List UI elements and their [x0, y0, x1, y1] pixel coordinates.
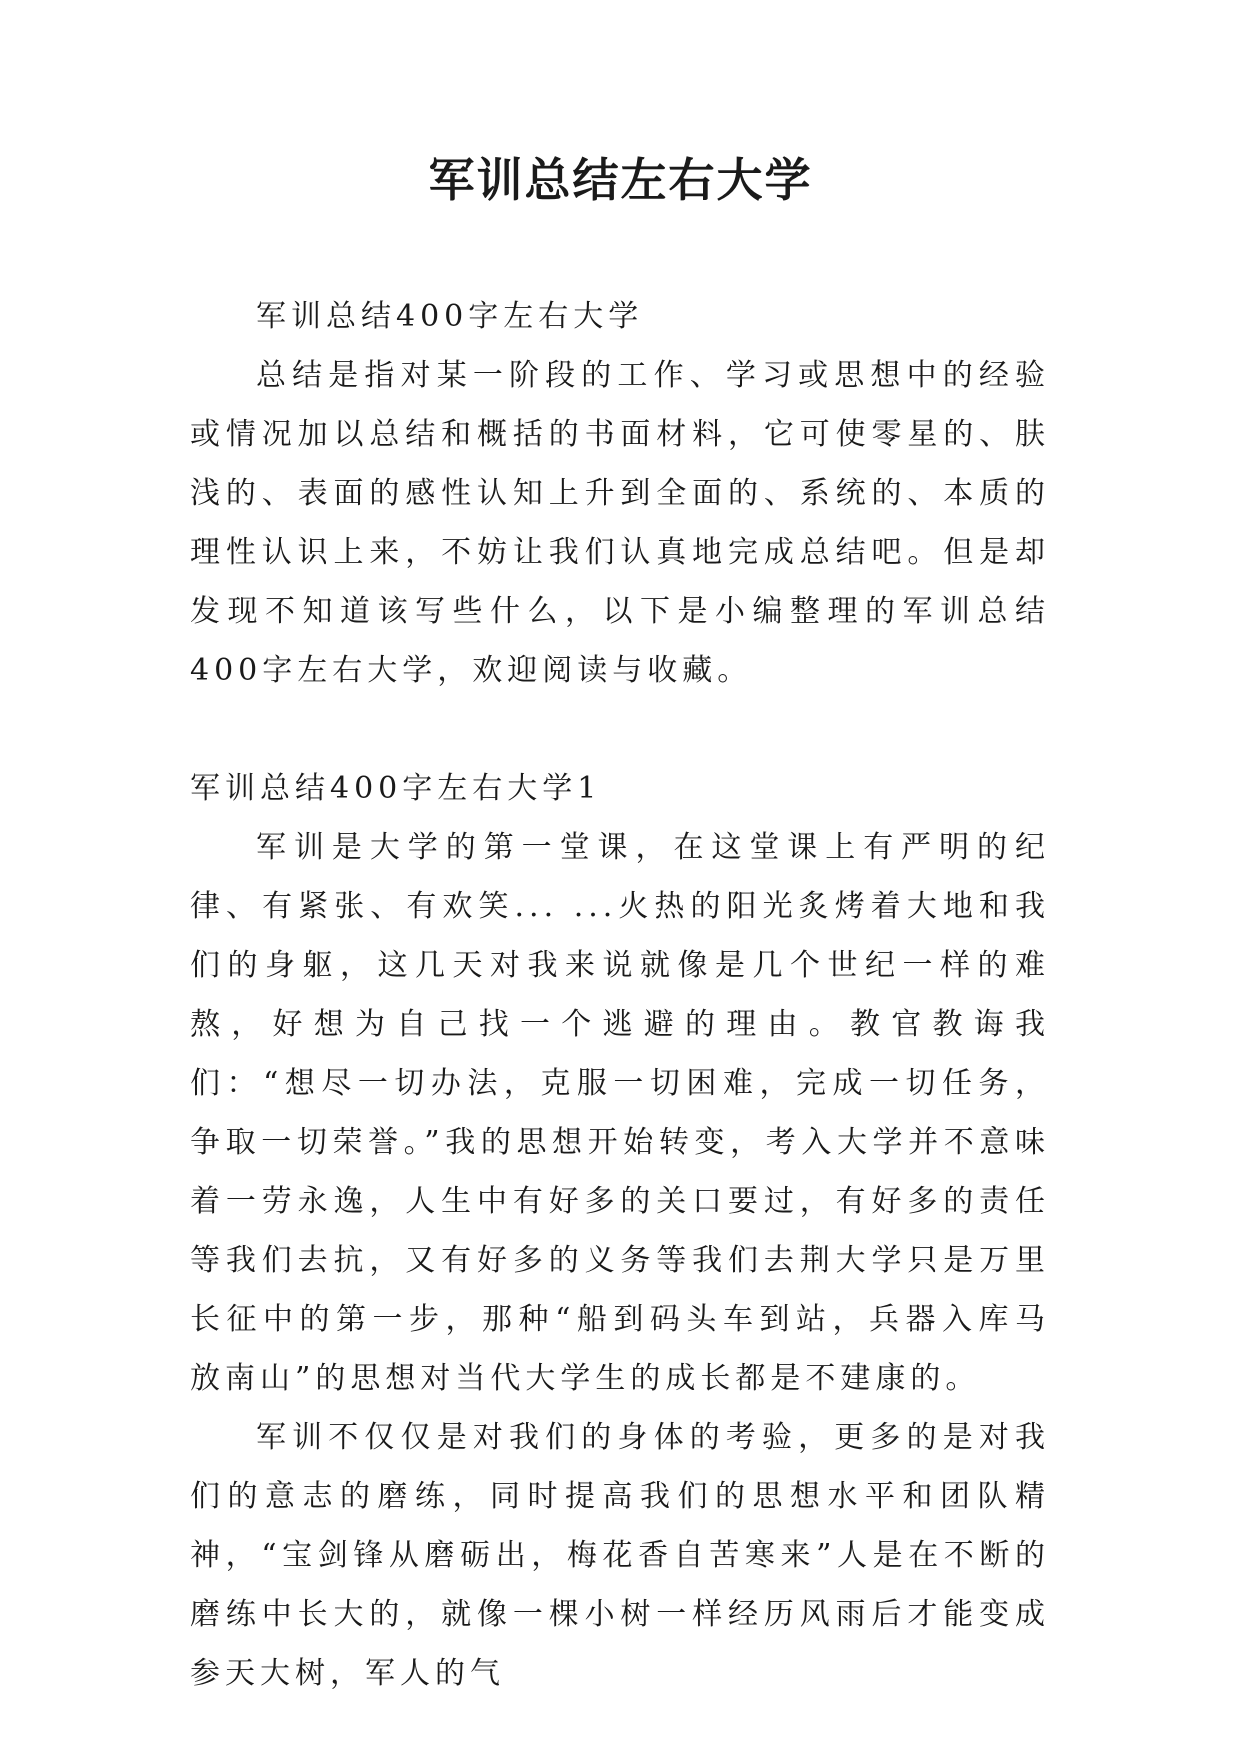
- body-paragraph: 军训不仅仅是对我们的身体的考验，更多的是对我们的意志的磨练，同时提高我们的思想水平和团队精神，“宝剑锋从磨砺出，梅花香自苦寒来”人是在不断的磨练中长大的，就像一棵小树一样经历风雨后才能变成参天大树，军人的气: [190, 1420, 1050, 1691]
- document-subtitle: 军训总结400字左右大学: [256, 299, 644, 334]
- document-title: 军训总结左右大学: [428, 153, 813, 207]
- section-heading: 军训总结400字左右大学1: [190, 771, 602, 806]
- body-paragraph: 军训是大学的第一堂课，在这堂课上有严明的纪律、有紧张、有欢笑... ...火热的阳光炙烤着大地和我们的身躯，这几天对我来说就像是几个世纪一样的难熬，好想为自己找一个逃避的理由。教官教诲我们：“想尽一切办法，克服一切困难，完成一切任务，争取一切荣誉。”我的思想开始转变，考入大学并不意味着一劳永逸，人生中有好多的关口要过，有好多的责任等我们去抗，又有好多的义务等我们去荆大学只是万里长征中的第一步，那种“船到码头车到站，兵器入库马放南山”的思想对当代大学生的成长都是不建康的。: [190, 830, 1050, 1396]
- intro-paragraph: 总结是指对某一阶段的工作、学习或思想中的经验或情况加以总结和概括的书面材料，它可使零星的、肤浅的、表面的感性认知上升到全面的、系统的、本质的理性认识上来，不妨让我们认真地完成总结吧。但是却发现不知道该写些什么，以下是小编整理的军训总结400字左右大学，欢迎阅读与收藏。: [190, 358, 1050, 688]
- document-body: [190, 287, 1050, 1703]
